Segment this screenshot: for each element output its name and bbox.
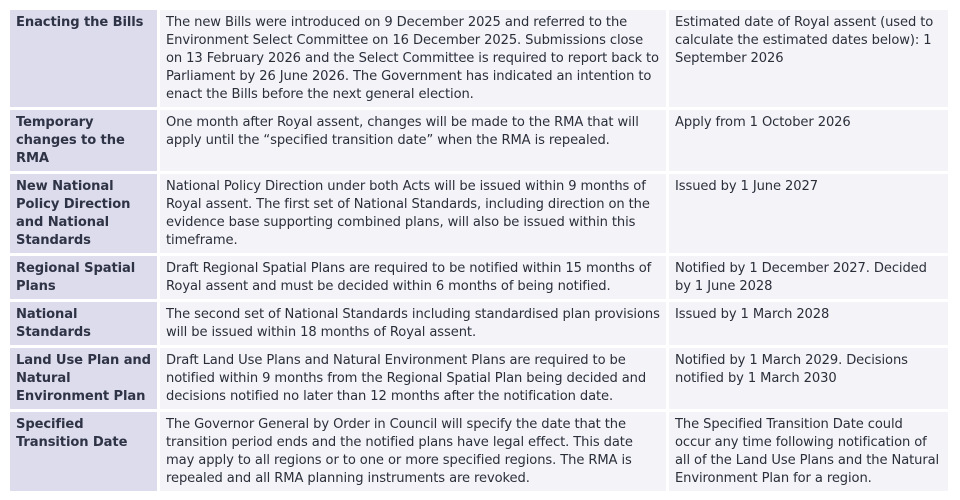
row-label: National Standards [10,302,160,345]
row-label: Regional Spatial Plans [10,256,160,299]
row-timing: The Specified Transition Date could occur any time following notification of all of the Land Use Plans and the Natural Environment Plan for a region. [669,412,948,491]
row-description: The Governor General by Order in Council will specify the date that the transition period ends and the notified plans have legal effect. This date may apply to all regions or to one or more specified regions. The RMA is repealed and all RMA planning instruments are revoked. [160,412,669,491]
row-timing: Estimated date of Royal assent (used to calculate the estimated dates below): 1 September 2026 [669,10,948,107]
table-row [10,302,948,345]
row-timing: Issued by 1 June 2027 [669,174,948,253]
table-row [10,174,948,253]
row-timing: Issued by 1 March 2028 [669,302,948,345]
table-row [10,348,948,409]
row-description: The second set of National Standards including standardised plan provisions will be issued within 18 months of Royal assent. [160,302,669,345]
row-label: Temporary changes to the RMA [10,110,160,171]
row-label: Land Use Plan and Natural Environment Plan [10,348,160,409]
row-description: One month after Royal assent, changes will be made to the RMA that will apply until the “specified transition date” when the RMA is repealed. [160,110,669,171]
table-row [10,110,948,171]
row-timing: Apply from 1 October 2026 [669,110,948,171]
table-row [10,256,948,299]
row-description: National Policy Direction under both Acts will be issued within 9 months of Royal assent. The first set of National Standards, including direction on the evidence base supporting combined plans, will also be issued within this timeframe. [160,174,669,253]
row-timing: Notified by 1 March 2029. Decisions notified by 1 March 2030 [669,348,948,409]
row-label: Specified Transition Date [10,412,160,491]
table-row [10,10,948,107]
timeline-table [10,7,948,494]
table-row [10,412,948,491]
row-description: The new Bills were introduced on 9 December 2025 and referred to the Environment Select Committee on 16 December 2025. Submissions close on 13 February 2026 and the Select Committee is required to report back to Parliament by 26 June 2026. The Government has indicated an intention to enact the Bills before the next general election. [160,10,669,107]
row-timing: Notified by 1 December 2027. Decided by 1 June 2028 [669,256,948,299]
timeline-table-container [10,10,948,494]
row-description: Draft Regional Spatial Plans are required to be notified within 15 months of Royal assent and must be decided within 6 months of being notified. [160,256,669,299]
row-description: Draft Land Use Plans and Natural Environment Plans are required to be notified within 9 months from the Regional Spatial Plan being decided and decisions notified no later than 12 months after the notification date. [160,348,669,409]
row-label: Enacting the Bills [10,10,160,107]
row-label: New National Policy Direction and National Standards [10,174,160,253]
